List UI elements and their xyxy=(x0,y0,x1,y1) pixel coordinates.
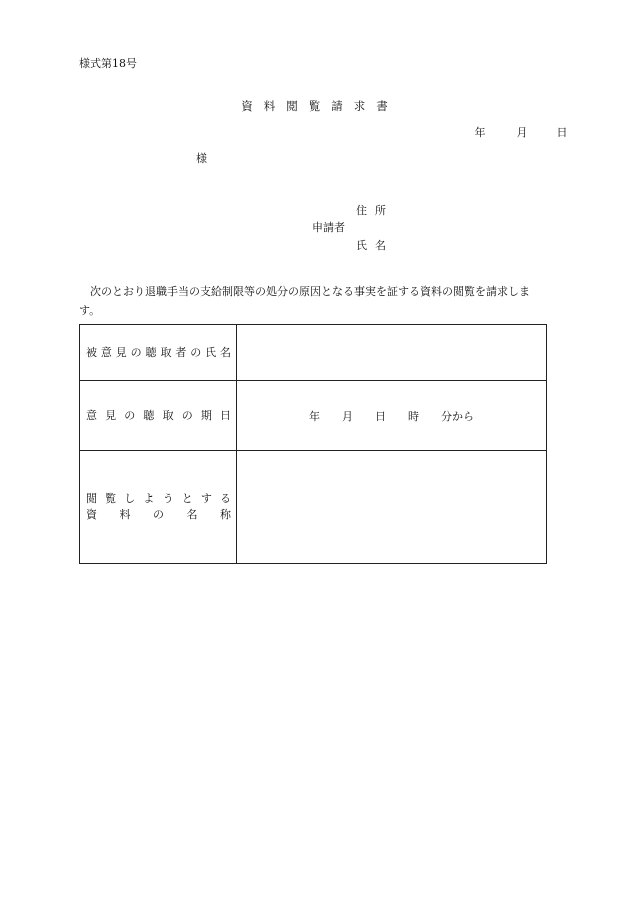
request-table xyxy=(79,324,547,564)
hearing-month-label: 月 xyxy=(342,409,353,423)
addressee-suffix: 様 xyxy=(196,152,207,165)
hearing-day-label: 日 xyxy=(375,409,386,423)
label-hearing-subject-name: 被意見の聴取者の氏名 xyxy=(80,325,237,381)
value-document-name[interactable] xyxy=(237,451,547,564)
form-number: 様式第18号 xyxy=(79,57,137,70)
table-row-hearing-date xyxy=(80,381,547,451)
hearing-minute-label: 分から xyxy=(441,409,474,423)
applicant-label: 申請者 xyxy=(312,221,345,234)
hearing-year-label: 年 xyxy=(309,409,320,423)
page-title: 資料閲覧請求書 xyxy=(241,99,399,113)
name-label: 氏名 xyxy=(356,239,394,252)
date-day-label: 日 xyxy=(556,126,568,139)
table-row-document-name xyxy=(80,451,547,564)
address-label: 住所 xyxy=(356,204,394,217)
hearing-hour-label: 時 xyxy=(408,409,419,423)
table-row-hearing-subject xyxy=(80,325,547,381)
value-hearing-subject-name[interactable] xyxy=(237,325,547,381)
date-line xyxy=(449,127,568,138)
label-document-name: 閲覧しようとする 資料の名称 xyxy=(80,451,237,564)
date-month-label: 月 xyxy=(516,126,528,139)
label-hearing-date: 意見の聴取の期日 xyxy=(80,381,237,451)
value-hearing-date[interactable] xyxy=(237,381,547,451)
date-year-label: 年 xyxy=(474,126,486,139)
request-statement: 次のとおり退職手当の支給制限等の処分の原因となる事実を証する資料の閲覧を請求します。 xyxy=(79,285,530,317)
